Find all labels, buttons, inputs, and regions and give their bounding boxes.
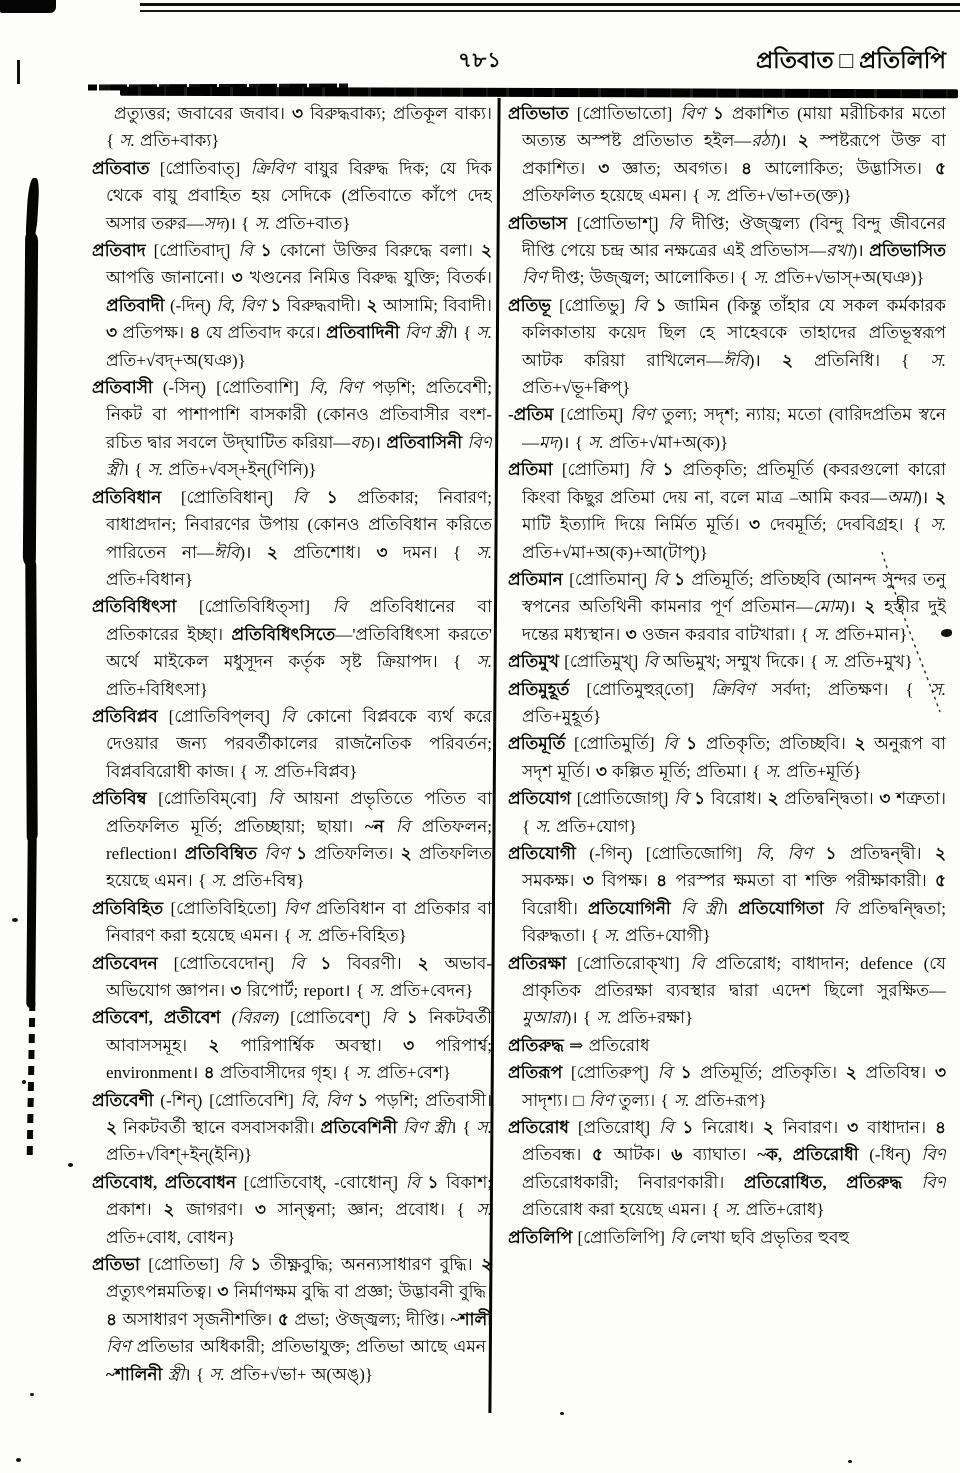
dictionary-entry: প্রতিবাদ [প্রোতিবাদ্] বি ১ কোনো উক্তির বিরুদ্ধে বলা। ২ আপত্তি জানানো। ৩ খণ্ডনের নিমিত্ত বিরুদ্ধ যুক্তি; বিতর্ক। প্রতিবাদী (-দিন্) বি, বিণ ১ বিরুদ্ধবাদী। ২ আসামি; বিবাদী। ৩ প্রতিপক্ষ। ৪ যে প্রতিবাদ করে। প্রতিবাদিনী বিণ স্ত্রী। { স. প্রতি+√বদ্+অ(ঘঞ)}: [92, 241, 492, 370]
scan-artifact-stripe: [26, 836, 37, 1008]
dictionary-entry: প্রতিলিপি [প্রোতিলিপি] বি লেখা ছবি প্রভৃতির হুবহু: [508, 1227, 850, 1247]
scan-speck: [16, 1458, 21, 1462]
dictionary-entry: প্রতিবিধান [প্রোতিবিধান্] বি ১ প্রতিকার; নিবারণ; বাধাপ্রদান; নিবারণের উপায় (কোনও প্রতিবিধান করিতে পারিতেন না—ঈবি)। ২ প্রতিশোধ। ৩ দমন। { স. প্রতি+বিধান}: [92, 487, 492, 589]
dictionary-entry: প্রতিরক্ষা [প্রোতিরোক্‌খা] বি প্রতিরোধ; বাধাদান; defence (যে প্রাকৃতিক প্রতিরক্ষা ব্যবস্থার দ্বারা এদেশ ছিলো সুরক্ষিত—মুআরা)। { স. প্রতি+রক্ষা}: [508, 953, 946, 1028]
scan-artifact-stripe: [27, 1002, 36, 1160]
scan-speck: [22, 1080, 26, 1084]
dictionary-entry: প্রতিমূর্তি [প্রোতিমুর্তি] বি ১ প্রতিকৃতি; প্রতিচ্ছবি। ২ অনুরূপ বা সদৃশ মূর্তি। ৩ কল্পিত মূর্তি; প্রতিমা। { স. প্রতি+মূর্তি}: [508, 734, 946, 781]
dictionary-entry: -প্রতিম [প্রোতিম্] বিণ তুল্য; সদৃশ; ন্যায়; মতো (বারিদপ্রতিম স্বনে—মদ)। { স. প্রতি+√মা+অ(ক)}: [508, 405, 946, 452]
dictionary-entry: প্রতিভাস [প্রোতিভাশ্] বি দীপ্তি; ঔজ্জ্বল্য (বিন্দু বিন্দু জীবনের দীপ্তি পেয়ে চন্দ্র আর নক্ষত্রের এই প্রতিভাস—রখা)। প্রতিভাসিত বিণ দীপ্ত; উজ্জ্বল; আলোকিত। { স. প্রতি+√ভাস্+অ(ঘঞ)}: [508, 213, 946, 288]
dictionary-entry: প্রতিরুদ্ধ ⇒ প্রতিরোধ: [508, 1035, 650, 1055]
scan-speck: [12, 918, 18, 922]
dictionary-entry: প্রতিবিম্ব [প্রোতিবিম্‌বো] বি আয়না প্রভৃতিতে পতিত বা প্রতিফলিত মূর্তি; প্রতিচ্ছায়া; ছায়া। ~ন বি প্রতিফলন; reflection। প্রতিবিম্বিত বিণ ১ প্রতিফলিত। ২ প্রতিফলিত হয়েছে এমন। { স. প্রতি+বিম্ব}: [92, 789, 492, 891]
dictionary-entry: প্রতিরূপ [প্রোতিরুপ্] বি ১ প্রতিমূর্তি; প্রতিকৃতি। ২ প্রতিবিম্ব। ৩ সাদৃশ্য। □ বিণ তুল্য। { স. প্রতি+রূপ}: [508, 1063, 946, 1110]
dictionary-entry: প্রত্যুত্তর; জবাবের জবাব। ৩ বিরুদ্ধবাক্য; প্রতিকূল বাক্য। { স. প্রতি+বাক্য}: [106, 104, 492, 151]
scan-artifact-stripe: [25, 560, 37, 842]
dictionary-entry: প্রতিভাত [প্রোতিভাতো] বিণ ১ প্রকাশিত (মায়া মরীচিকার মতো অত্যন্ত অস্পষ্ট প্রতিভাত হইল—রঠা)। ২ স্পষ্টরূপে উক্ত বা প্রকাশিত। ৩ জ্ঞাত; অবগত। ৪ আলোকিত; উদ্ভাসিত। ৫ প্রতিফলিত হয়েছে এমন। { স. প্রতি+√ভা+ত(ক্ত)}: [508, 104, 946, 206]
dictionary-entry: প্রতিমান [প্রোতিমান্] বি ১ প্রতিমূর্তি; প্রতিচ্ছবি (আনন্দ সুন্দর তনু স্বপনের অতিথিনী কামনার পূর্ণ প্রতিমান—মোম)। ২ হস্তীর দুই দন্তের মধ্যস্থান। ৩ ওজন করবার বাটখারা। { স. প্রতি+মান}: [508, 569, 946, 644]
dictionary-entry: প্রতিমুখ [প্রোতিমুখ্] বি অভিমুখ; সম্মুখ দিকে। { স. প্রতি+মুখ}: [508, 652, 913, 672]
dictionary-entry: প্রতিবিহিত [প্রোতিবিহিতো] বিণ প্রতিবিধান বা প্রতিকার বা নিবারণ করা হয়েছে এমন। { স. প্রতি+বিহিত}: [92, 898, 492, 946]
scan-speck: [30, 1393, 34, 1396]
dictionary-entry: প্রতিবিধিৎসা [প্রোতিবিধিত্‌সা] বি প্রতিবিধানের বা প্রতিকারের ইচ্ছা। প্রতিবিধিৎসিতে—'প্রতিবিধিৎসা করতে' অর্থে মাইকেল মধুসূদন কর্তৃক সৃষ্ট ক্রিয়াপদ। { স. প্রতি+বিধিৎসা}: [92, 597, 492, 699]
dictionary-entry: প্রতিমুহূর্ত [প্রোতিমুহুর্‌তো] ক্রিবিণ সর্বদা; প্রতিক্ষণ। { স. প্রতি+মুহূর্ত}: [508, 679, 946, 726]
column-right: [508, 100, 946, 1430]
dictionary-entry: প্রতিরোধ [প্রতিরোধ্] বি ১ নিরোধ। ২ নিবারণ। ৩ বাধাদান। ৪ প্রতিবন্ধ। ৫ আটক। ৬ ব্যাঘাত। ~ক, প্রতিরোধী (-ধিন্) বিণ প্রতিরোধকারী; নিবারণকারী। প্রতিরোধিত, প্রতিরুদ্ধ বিণ প্রতিরোধ করা হয়েছে এমন। { স. প্রতি+রোধ}: [508, 1118, 946, 1220]
scan-artifact-corner: [0, 0, 56, 13]
column-left: [92, 100, 492, 1400]
scan-speck: [848, 1460, 852, 1463]
dictionary-entry: প্রতিবেশ, প্রতীবেশ (বিরল) [প্রোতিবেশ্] বি ১ নিকটবর্তী আবাসসমূহ। ২ পারিপার্শ্বিক অবস্থা। ৩ পরিপার্শ্ব; environment। ৪ প্রতিবাসীদের গৃহ। { স. প্রতি+বেশ}: [92, 1008, 492, 1083]
dictionary-entry: প্রতিযোগী (-গিন্) [প্রোতিজোগি] বি, বিণ ১ প্রতিদ্বন্দ্বী। ২ সমকক্ষ। ৩ বিপক্ষ। ৪ পরস্পর ক্ষমতা বা শক্তি পরীক্ষাকারী। ৫ বিরোধী। প্রতিযোগিনী বি স্ত্রী। প্রতিযোগিতা বি প্রতিদ্বন্দ্বিতা; বিরুদ্ধতা। { স. প্রতি+যোগী}: [508, 843, 946, 946]
scan-speck: [68, 1163, 73, 1167]
running-head: প্রতিবাত □ প্রতিলিপি: [755, 48, 946, 73]
dictionary-entry: প্রতিবাসী (-সিন্) [প্রোতিবাশি] বি, বিণ পড়শি; প্রতিবেশী; নিকট বা পাশাপাশি বাসকারী (কোনও প্রতিবাসীর বংশ-রচিত দ্বার সবলে উদ্‌ঘাটিত করিয়া—বচ)। প্রতিবাসিনী বিণ স্ত্রী। { স. প্রতি+√বস্+ইন্(ণিনি)}: [92, 378, 492, 480]
page-number: ৭৮১: [458, 48, 502, 72]
dictionary-entry: প্রতিবিপ্লব [প্রোতিবিপ্‌লব্] বি কোনো বিপ্লবকে ব্যর্থ করে দেওয়ার জন্য পরবর্তীকালের রাজনৈতিক পরিবর্তন; বিপ্লববিরোধী কাজ। { স. প্রতি+বিপ্লব}: [92, 706, 492, 781]
dictionary-entry: প্রতিবাত [প্রোতিবাত্] ক্রিবিণ বায়ুর বিরুদ্ধ দিক; যে দিক থেকে বায়ু প্রবাহিত হয় সেদিকে (প্রতিবাতে কাঁপে দেহ অসার তরুর—সদ)। { স. প্রতি+বাত}: [92, 158, 492, 233]
dictionary-entry: প্রতিবেশী (-শিন্) [প্রোতিবেশি] বি, বিণ ১ পড়শি; প্রতিবাসী। ২ নিকটবর্তী স্থানে বসবাসকারী। প্রতিবেশিনী বিণ স্ত্রী। { স. প্রতি+√বিশ্+ইন্(ইনি)}: [92, 1090, 492, 1165]
dictionary-entry: প্রতিবেদন [প্রোতিবেদোন্] বি ১ বিবরণী। ২ অভাব-অভিযোগ জ্ঞাপন। ৩ রিপোর্ট; report। { স. প্রতি+বেদন}: [92, 953, 492, 1000]
scan-artifact-stripe: [23, 232, 38, 566]
dictionary-entry: প্রতিমা [প্রোতিমা] বি ১ প্রতিকৃতি; প্রতিমূর্তি (কবরগুলো কারো কিংবা কিছুর প্রতিমা দেয় না, বলে মাত্র –আমি কবর—অমা)। ২ মাটি ইত্যাদি দিয়ে নির্মিত মূর্তি। ৩ দেবমূর্তি; দেববিগ্রহ। { স. প্রতি+√মা+অ(ক)+আ(টাপ্)}: [508, 460, 946, 562]
dictionary-entry: প্রতিভা [প্রোতিভা] বি ১ তীক্ষ্ণবুদ্ধি; অনন্যসাধারণ বুদ্ধি। ২ প্রত্যুৎপন্নমতিত্ব। ৩ নির্মাণক্ষম বুদ্ধি বা প্রজ্ঞা; উদ্ভাবনী বুদ্ধি। ৪ অসাধারণ সৃজনীশক্তি। ৫ প্রভা; ঔজ্জ্বল্য; দীপ্তি। ~শালী বিণ প্রতিভার অধিকারী; প্রতিভাযুক্ত; প্রতিভা আছে এমন। ~শালিনী স্ত্রী। { স. প্রতি+√ভা+ অ(অঙ্)}: [92, 1255, 492, 1384]
header-rule: [120, 87, 958, 99]
dictionary-entry: প্রতিবোধ, প্রতিবোধন [প্রোতিবোধ্, -বোধোন্] বি ১ বিকাশ; প্রকাশ। ২ জাগরণ। ৩ সান্ত্বনা; জ্ঞান; প্রবোধ। { স. প্রতি+বোধ, বোধন}: [92, 1172, 492, 1247]
dictionary-entry: প্রতিভূ [প্রোতিভু] বি ১ জামিন (কিন্তু তাঁহার যে সকল কর্মকারক কলিকাতায় কয়েদ ছিল হে সাহেবকে তাহাদের প্রতিভূস্বরূপ আটক করিয়া রাখিলেন—ঈবি)। ২ প্রতিনিধি। { স. প্রতি+√ভূ+ক্বিপ্}: [508, 295, 946, 398]
dictionary-entry: প্রতিযোগ [প্রোতিজোগ্] বি ১ বিরোধ। ২ প্রতিদ্বন্দ্বিতা। ৩ শত্রুতা। { স. প্রতি+যোগ}: [508, 789, 946, 836]
scan-artifact-stripe: [25, 178, 39, 240]
scan-artifact-topline: [140, 3, 960, 12]
